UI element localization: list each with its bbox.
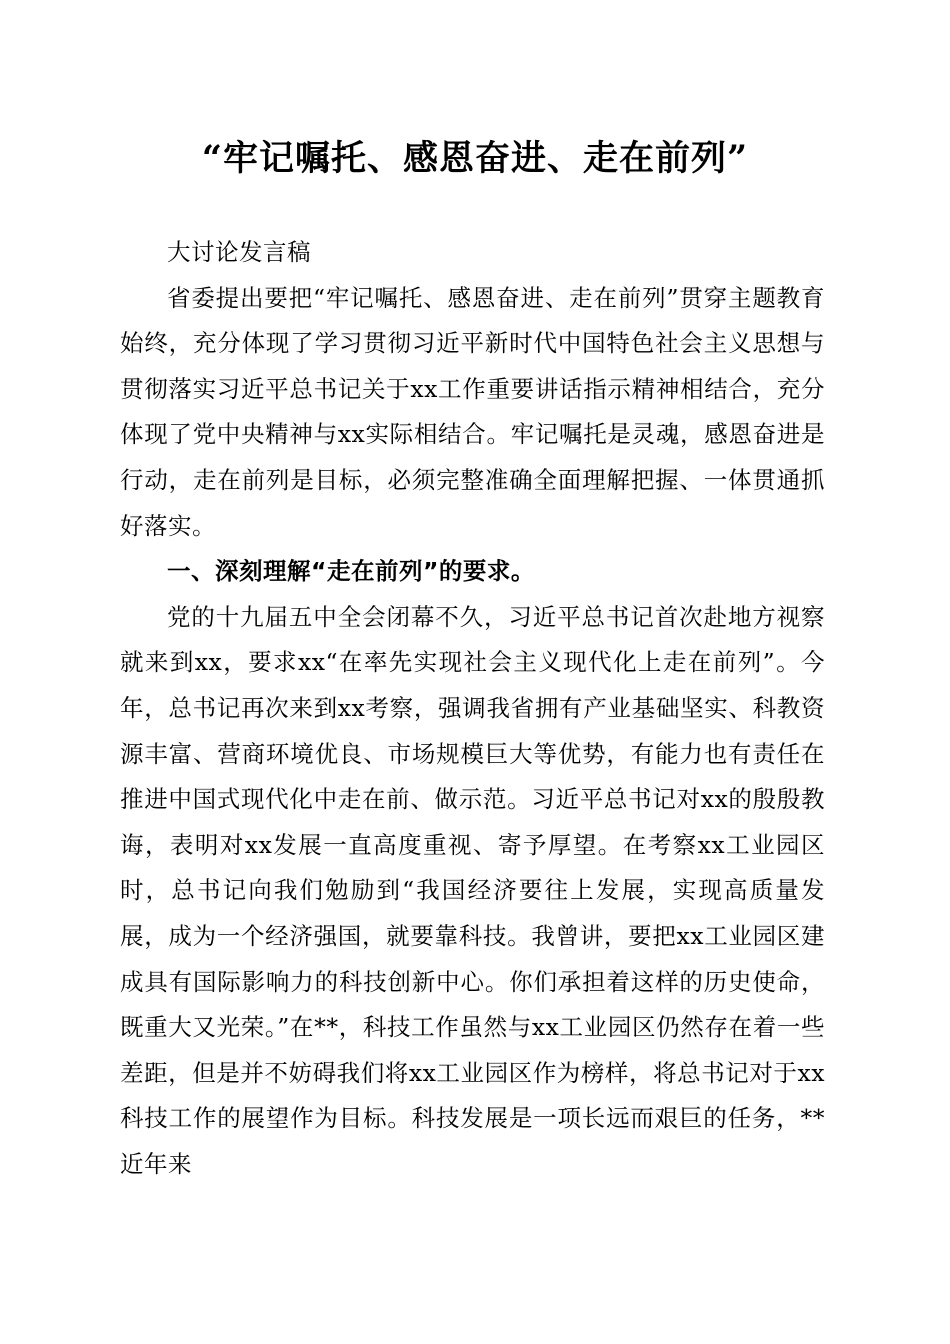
section-heading: 一、深刻理解“走在前列”的要求。 [167,557,535,586]
body-paragraph: 党的十九届五中全会闭幕不久，习近平总书记首次赴地方视察就来到xx，要求xx“在率先实现社会主义现代化上走在前列”。今年，总书记再次来到xx考察，强调我省拥有产业基础坚实、科教资源丰富、营商环境优良、市场规模巨大等优势，有能力也有责任在推进中国式现代化中走在前、做示范。习近平总书记对xx的殷殷教诲，表明对xx发展一直高度重视、寄予厚望。在考察xx工业园区时，总书记向我们勉励到“我国经济要往上发展，实现高质量发展，成为一个经济强国，就要靠科技。我曾讲，要把xx工业园区建成具有国际影响力的科技创新中心。你们承担着这样的历史使命，既重大又光荣。”在**，科技工作虽然与xx工业园区仍然存在着一些差距，但是并不妨碍我们将xx工业园区作为榜样，将总书记对于xx科技工作的展望作为目标。科技发展是一项长远而艰巨的任务，**近年来 [120,602,825,1178]
intro-paragraph: 省委提出要把“牢记嘱托、感恩奋进、走在前列”贯穿主题教育始终，充分体现了学习贯彻习近平新时代中国特色社会主义思想与贯彻落实习近平总书记关于xx工作重要讲话指示精神相结合，充分体现了党中央精神与xx实际相结合。牢记嘱托是灵魂，感恩奋进是行动，走在前列是目标，必须完整准确全面理解把握、一体贯通抓好落实。 [120,283,825,540]
document-title: “牢记嘱托、感恩奋进、走在前列” [201,138,749,179]
document-body [120,230,825,1187]
subtitle-paragraph: 大讨论发言稿 [167,238,311,266]
